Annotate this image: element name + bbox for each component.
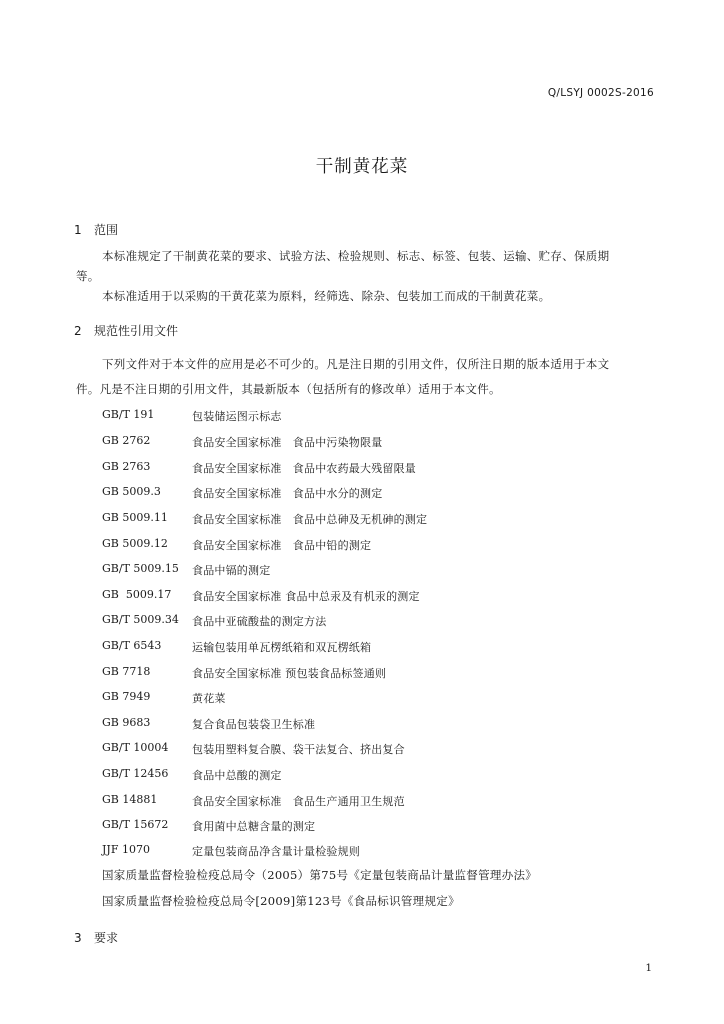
section-title: 范围 (94, 223, 119, 237)
standard-code: Q/LSYJ 0002S-2016 (547, 87, 654, 99)
regulation-decree-2: 国家质量监督检验检疫总局令[2009]第123号《食品标识管理规定》 (102, 894, 460, 908)
references-intro-line-1: 下列文件对于本文件的应用是必不可少的。凡是注日期的引用文件，仅所注日期的版本适用于本文 (102, 357, 610, 371)
reference-code: GB/T 12456 (102, 767, 169, 780)
reference-code: GB 14881 (102, 793, 158, 806)
reference-title: 食品安全国家标准 食品中总砷及无机砷的测定 (192, 513, 428, 526)
scope-paragraph-1-line-1: 本标准规定了干制黄花菜的要求、试验方法、检验规则、标志、标签、包装、运输、贮存、保质期 (102, 249, 610, 263)
page-number: 1 (645, 962, 652, 974)
section-number: 1 (74, 223, 82, 237)
reference-title: 食品安全国家标准 食品中农药最大残留限量 (192, 462, 416, 475)
reference-title: 食用菌中总糖含量的测定 (192, 820, 316, 833)
reference-title: 包装储运图示标志 (192, 410, 282, 423)
section-title: 规范性引用文件 (94, 324, 179, 338)
reference-code: GB 7718 (102, 665, 151, 678)
reference-title: 运输包装用单瓦楞纸箱和双瓦楞纸箱 (192, 641, 372, 654)
reference-title: 定量包装商品净含量计量检验规则 (192, 845, 360, 858)
reference-code: GB/T 191 (102, 408, 155, 421)
section-3-heading (74, 929, 118, 946)
reference-code: GB 5009.11 (102, 511, 168, 524)
section-title: 要求 (94, 931, 119, 945)
reference-title: 食品安全国家标准 食品中水分的测定 (192, 487, 383, 500)
reference-title: 食品安全国家标准 食品中铅的测定 (192, 539, 372, 552)
reference-code: GB/T 10004 (102, 741, 169, 754)
reference-code: GB 2762 (102, 434, 151, 447)
reference-title: 食品安全国家标准 预包装食品标签通则 (192, 667, 387, 680)
regulation-decree-1: 国家质量监督检验检疫总局令（2005）第75号《定量包装商品计量监督管理办法》 (102, 868, 538, 882)
reference-code: JJF 1070 (102, 843, 150, 856)
reference-code: GB 7949 (102, 690, 151, 703)
reference-title: 食品中镉的测定 (192, 564, 271, 577)
references-intro-line-2: 件。凡是不注日期的引用文件，其最新版本（包括所有的修改单）适用于本文件。 (76, 382, 501, 396)
reference-code: GB/T 6543 (102, 639, 162, 652)
reference-title: 食品安全国家标准 食品生产通用卫生规范 (192, 795, 405, 808)
reference-title: 食品安全国家标准 食品中总汞及有机汞的测定 (192, 590, 420, 603)
reference-title: 食品中亚硫酸盐的测定方法 (192, 615, 327, 628)
reference-title: 包装用塑料复合膜、袋干法复合、挤出复合 (192, 743, 405, 756)
section-1-heading (74, 221, 118, 238)
reference-code: GB 5009.17 (102, 588, 172, 601)
section-2-heading (74, 322, 178, 339)
reference-code: GB 5009.12 (102, 537, 168, 550)
reference-code: GB 5009.3 (102, 485, 161, 498)
reference-code: GB/T 5009.15 (102, 562, 179, 575)
scope-paragraph-2: 本标准适用于以采购的干黄花菜为原料，经筛选、除杂、包装加工而成的干制黄花菜。 (102, 289, 551, 303)
reference-title: 复合食品包装袋卫生标准 (192, 718, 316, 731)
reference-title: 食品中总酸的测定 (192, 769, 282, 782)
reference-title: 食品安全国家标准 食品中污染物限量 (192, 436, 383, 449)
reference-code: GB 2763 (102, 460, 151, 473)
reference-code: GB 9683 (102, 716, 151, 729)
reference-code: GB/T 15672 (102, 818, 169, 831)
section-number: 2 (74, 324, 82, 338)
scope-paragraph-1-line-2: 等。 (76, 269, 100, 283)
reference-title: 黄花菜 (192, 692, 226, 705)
section-number: 3 (74, 931, 82, 945)
reference-code: GB/T 5009.34 (102, 613, 179, 626)
document-title: 干制黄花菜 (315, 157, 409, 177)
